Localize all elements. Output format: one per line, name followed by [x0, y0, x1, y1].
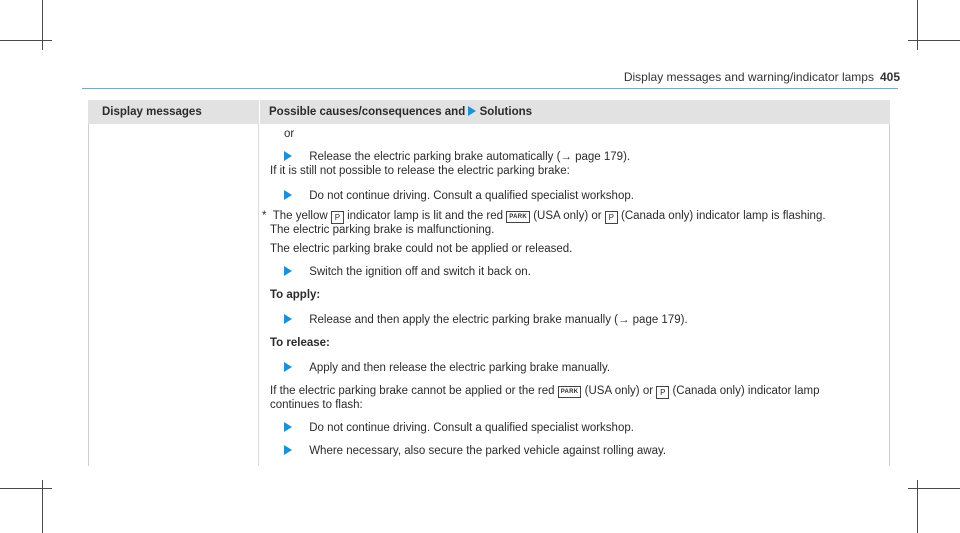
page-header-title: Display messages and warning/indicator lamps [623, 70, 874, 84]
or-text: or [284, 128, 295, 140]
subheading-to-apply: To apply: [270, 289, 321, 301]
column-header-solutions [269, 106, 532, 118]
body-text-part: If the electric parking brake cannot be applied or the red [270, 385, 555, 397]
body-text-part: (Canada only) indicator lamp is flashing. [621, 210, 826, 222]
park-indicator-icon: PARK [506, 211, 530, 223]
crop-mark [908, 488, 960, 489]
body-text: If it is still not possible to release the electric parking brake: [270, 165, 570, 177]
column-divider [259, 100, 260, 466]
body-text-part: (USA only) or [533, 210, 602, 222]
page-number: 405 [879, 70, 900, 84]
arrow-right-icon [284, 151, 292, 161]
arrow-right-icon [284, 314, 292, 324]
instruction-step [284, 361, 610, 375]
column-header-display-messages: Display messages [102, 106, 202, 118]
body-text [262, 209, 826, 224]
crop-mark [908, 40, 960, 41]
instruction-step [284, 150, 630, 164]
crop-mark [42, 480, 43, 533]
instruction-step [284, 265, 531, 279]
body-text-part: (USA only) or [584, 385, 654, 397]
arrow-right-icon [284, 422, 292, 432]
instruction-text: Switch the ignition off and switch it back on. [309, 266, 531, 278]
parking-brake-indicator-icon: P [656, 386, 669, 399]
body-text-part: The yellow [272, 210, 328, 222]
subheading-to-release: To release: [270, 337, 330, 349]
body-text-part: (Canada only) indicator lamp [672, 385, 820, 397]
body-text [270, 384, 819, 399]
arrow-right-icon [284, 266, 292, 276]
instruction-step [284, 444, 666, 458]
table-border [88, 124, 89, 466]
instruction-step [284, 421, 634, 435]
instruction-step [284, 313, 688, 327]
footnote-star: * [262, 210, 267, 222]
park-indicator-icon: PARK [558, 386, 582, 398]
table-header [88, 100, 890, 124]
arrow-right-icon [284, 362, 292, 372]
column-divider [258, 124, 259, 466]
column-header-label: Possible causes/consequences and [269, 106, 466, 118]
crop-mark [42, 0, 43, 50]
body-text: continues to flash: [270, 399, 363, 411]
body-text: The electric parking brake could not be applied or released. [270, 243, 573, 255]
arrow-right-icon [284, 190, 292, 200]
crop-mark [0, 488, 52, 489]
instruction-text: Release and then apply the electric parking brake manually (→ page 179). [309, 314, 688, 326]
body-text-part: indicator lamp is lit and the red [347, 210, 504, 222]
arrow-right-icon [284, 445, 292, 455]
table-border [889, 124, 890, 466]
instruction-step [284, 189, 634, 203]
arrow-right-icon [468, 106, 476, 116]
crop-mark [0, 40, 52, 41]
instruction-text: Do not continue driving. Consult a qualified specialist workshop. [309, 422, 634, 434]
instruction-text: Where necessary, also secure the parked vehicle against rolling away. [309, 445, 667, 457]
crop-mark [917, 480, 918, 533]
instruction-text: Do not continue driving. Consult a qualified specialist workshop. [309, 190, 634, 202]
parking-brake-indicator-icon: P [605, 211, 618, 224]
crop-mark [917, 0, 918, 50]
parking-brake-indicator-icon: P [331, 211, 344, 224]
body-text: The electric parking brake is malfunctioning. [270, 224, 495, 236]
instruction-text: Apply and then release the electric parking brake manually. [309, 362, 611, 374]
instruction-text: Release the electric parking brake automatically (→ page 179). [309, 151, 631, 163]
column-header-label: Solutions [479, 106, 533, 118]
page-header [600, 70, 900, 84]
header-rule [82, 88, 898, 89]
